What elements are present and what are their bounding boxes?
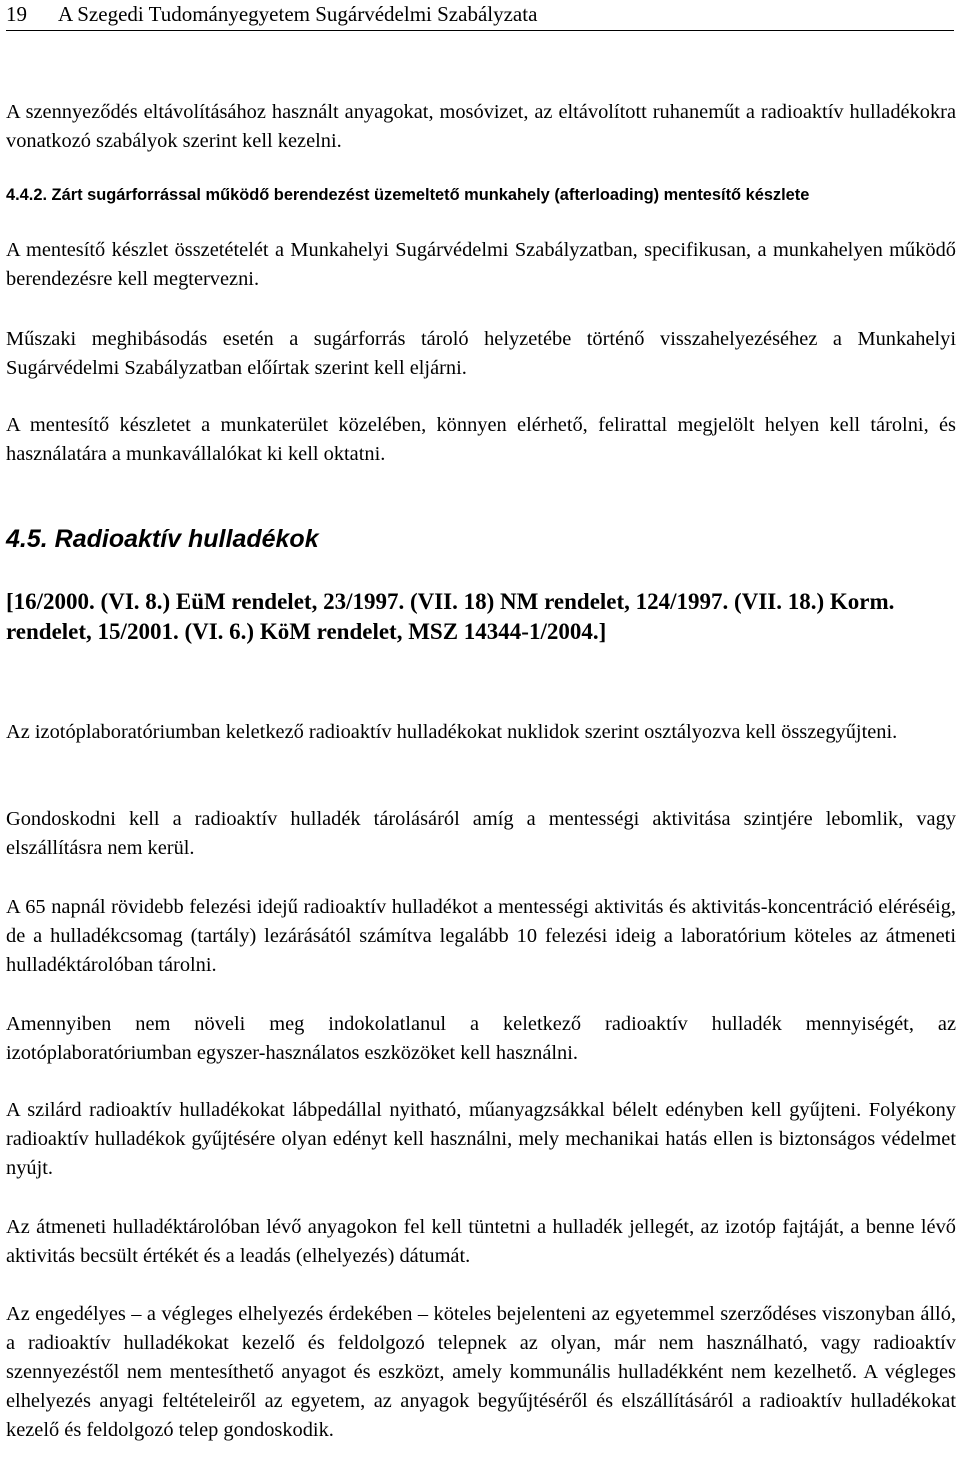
- paragraph-labeling: Az átmeneti hulladéktárolóban lévő anyagokon fel kell tüntetni a hulladék jellegét, az izotóp fajtáját, a benne lévő aktivitás becsült értékét és a leadás (elhelyezés) dátumát.: [6, 1216, 956, 1267]
- subsection-heading: 4.4.2. Zárt sugárforrással működő berendezést üzemeltető munkahely (afterloading) mentesítő készlete: [6, 186, 810, 204]
- page-number: 19: [6, 2, 27, 26]
- paragraph-solid-liquid-waste: A szilárd radioaktív hulladékokat lábpedállal nyitható, műanyagzsákkal bélelt edényben kell gyűjteni. Folyékony radioaktív hulladékok gyűjtésére olyan edényt kell használni, mely mechanikai hatás ellen is biztonságos védelmet nyújt.: [6, 1099, 956, 1179]
- paragraph-contamination-removal: A szennyeződés eltávolításához használt anyagokat, mosóvizet, az eltávolított ruhaneműt a radioaktív hulladékokra vonatkozó szabályok szerint kell kezelni.: [6, 101, 956, 152]
- paragraph-waste-collection: Az izotóplaboratóriumban keletkező radioaktív hulladékokat nuklidok szerint osztályozva kell összegyűjteni.: [6, 721, 898, 743]
- paragraph-disposables: Amennyiben nem növeli meg indokolatlanul a keletkező radioaktív hulladék mennyiségét, az izotóplaboratóriumban egyszer-használatos eszközöket kell használni.: [6, 1013, 956, 1064]
- paragraph-short-half-life: A 65 napnál rövidebb felezési idejű radioaktív hulladékot a mentességi aktivitás és aktivitás-koncentráció eléréséig, de a hulladékcsomag (tartály) lezárásától számítva legalább 10 felezési ideig a laboratórium köteles az átmeneti hulladéktárolóban tárolni.: [6, 896, 956, 976]
- page-header: [6, 0, 954, 31]
- paragraph-kit-composition: A mentesítő készlet összetételét a Munkahelyi Sugárvédelmi Szabályzatban, specifikusan, a munkahelyen működő berendezésre kell megtervezni.: [6, 239, 956, 290]
- legal-references: [16/2000. (VI. 8.) EüM rendelet, 23/1997. (VII. 18) NM rendelet, 124/1997. (VII. 18.) Korm. rendelet, 15/2001. (VI. 6.) KöM rendelet, MSZ 14344-1/2004.]: [6, 589, 895, 644]
- paragraph-decay-storage: Gondoskodni kell a radioaktív hulladék tárolásáról amíg a mentességi aktivitása szintjére lebomlik, vagy elszállításra nem kerül.: [6, 808, 956, 859]
- header-title: A Szegedi Tudományegyetem Sugárvédelmi Szabályzata: [58, 2, 538, 26]
- paragraph-malfunction: Műszaki meghibásodás esetén a sugárforrás tároló helyzetébe történő visszahelyezéséhez a Munkahelyi Sugárvédelmi Szabályzatban előírtak szerint kell eljárni.: [6, 328, 956, 379]
- paragraph-final-disposal: Az engedélyes – a végleges elhelyezés érdekében – köteles bejelenteni az egyetemmel szerződéses viszonyban álló, a radioaktív hulladékokat kezelő és feldolgozó telepnek az olyan, már nem használható, vagy radioaktív szennyezéstől nem mentesíthető anyagot és eszközt, amely kommunális hulladékként nem kezelhető. A végleges elhelyezés anyagi feltételeiről az egyetem, az anyagok begyűjtéséről és elszállításáról a radioaktív hulladékokat kezelő és feldolgozó telep gondoskodik.: [6, 1303, 956, 1441]
- paragraph-kit-storage: A mentesítő készletet a munkaterület közelében, könnyen elérhető, felirattal megjelölt helyen kell tárolni, és használatára a munkavállalókat ki kell oktatni.: [6, 414, 956, 465]
- section-heading: 4.5. Radioaktív hulladékok: [6, 525, 319, 553]
